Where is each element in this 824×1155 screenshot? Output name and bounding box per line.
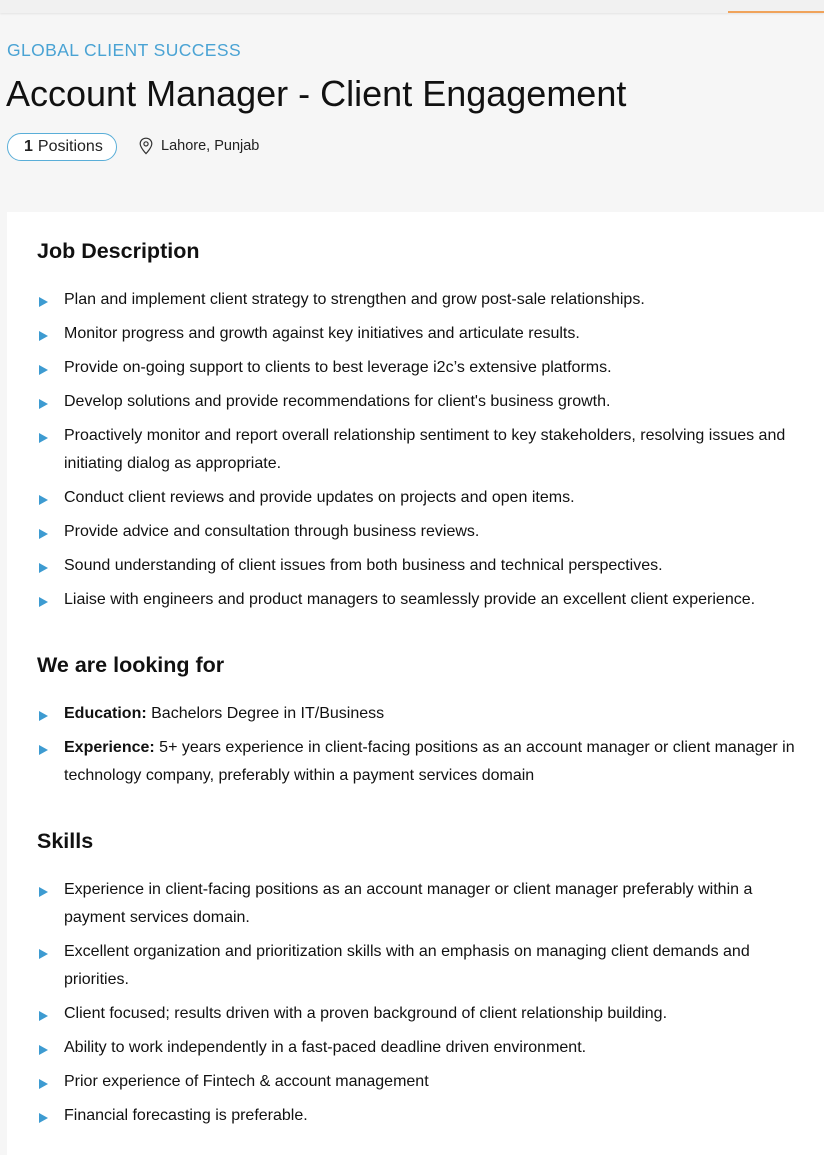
list-item-text: Liaise with engineers and product managers to seamlessly provide an excellent client experience. [64, 591, 756, 608]
list-item-text: Ability to work independently in a fast-paced deadline driven environment. [64, 1039, 587, 1056]
list-item-text: Provide advice and consultation through business reviews. [64, 523, 480, 540]
bullet-arrow-icon [39, 297, 48, 307]
list-item [37, 518, 797, 546]
skills-heading: Skills [37, 829, 94, 853]
list-item-text: Conduct client reviews and provide updates on projects and open items. [64, 489, 575, 506]
list-item [37, 700, 797, 728]
bullet-arrow-icon [39, 1079, 48, 1089]
list-item [37, 1000, 797, 1028]
list-item [37, 586, 797, 614]
job-description-list [37, 286, 797, 620]
looking-for-heading: We are looking for [37, 653, 225, 677]
list-item [37, 320, 797, 348]
bullet-arrow-icon [39, 1045, 48, 1055]
looking-for-list [37, 700, 797, 796]
job-title: Account Manager - Client Engagement [6, 73, 627, 114]
positions-badge [7, 133, 117, 161]
requirement-label: Experience: [64, 739, 155, 756]
bullet-arrow-icon [39, 495, 48, 505]
list-item-text: Financial forecasting is preferable. [64, 1107, 308, 1124]
list-item-text: Develop solutions and provide recommendations for client's business growth. [64, 393, 611, 410]
requirement-text: Bachelors Degree in IT/Business [146, 705, 385, 722]
list-item [37, 1068, 797, 1096]
job-location [138, 137, 259, 155]
list-item [37, 1034, 797, 1062]
list-item [37, 552, 797, 580]
bullet-arrow-icon [39, 1011, 48, 1021]
list-item [37, 1102, 797, 1130]
list-item-text: Experience in client-facing positions as an account manager or client manager preferably within a payment services domain. [64, 881, 753, 926]
bullet-arrow-icon [39, 745, 48, 755]
bullet-arrow-icon [39, 887, 48, 897]
requirement-text: 5+ years experience in client-facing positions as an account manager or client manager in technology company, preferably within a payment services domain [64, 739, 795, 784]
list-item-text: Provide on-going support to clients to best leverage i2c’s extensive platforms. [64, 359, 612, 376]
bullet-arrow-icon [39, 433, 48, 443]
bullet-arrow-icon [39, 399, 48, 409]
list-item-text: Prior experience of Fintech & account management [64, 1073, 429, 1090]
list-item-text: Client focused; results driven with a proven background of client relationship building. [64, 1005, 668, 1022]
list-item-text: Excellent organization and prioritization skills with an emphasis on managing client demands and priorities. [64, 943, 750, 988]
bullet-arrow-icon [39, 563, 48, 573]
list-item-text: Sound understanding of client issues from both business and technical perspectives. [64, 557, 663, 574]
list-item [37, 354, 797, 382]
top-nav-strip [0, 0, 824, 13]
list-item-text: Plan and implement client strategy to strengthen and grow post-sale relationships. [64, 291, 645, 308]
skills-list [37, 876, 797, 1136]
list-item-text: Monitor progress and growth against key initiatives and articulate results. [64, 325, 580, 342]
department-label: GLOBAL CLIENT SUCCESS [7, 40, 242, 60]
location-text: Lahore, Punjab [161, 138, 260, 154]
bullet-arrow-icon [39, 365, 48, 375]
positions-count: 1 [24, 138, 33, 155]
requirement-label: Education: [64, 705, 147, 722]
bullet-arrow-icon [39, 711, 48, 721]
bullet-arrow-icon [39, 331, 48, 341]
list-item [37, 876, 797, 932]
positions-label: Positions [37, 138, 103, 155]
location-pin-icon [138, 137, 154, 155]
job-details-card [7, 212, 824, 1155]
bullet-arrow-icon [39, 597, 48, 607]
list-item [37, 422, 797, 478]
job-header [0, 13, 824, 212]
list-item [37, 938, 797, 994]
job-description-heading: Job Description [37, 239, 200, 263]
list-item [37, 484, 797, 512]
list-item [37, 286, 797, 314]
list-item-text: Proactively monitor and report overall relationship sentiment to key stakeholders, resolving issues and initiating dialog as appropriate. [64, 427, 786, 472]
bullet-arrow-icon [39, 949, 48, 959]
bullet-arrow-icon [39, 529, 48, 539]
bullet-arrow-icon [39, 1113, 48, 1123]
list-item [37, 734, 797, 790]
list-item [37, 388, 797, 416]
